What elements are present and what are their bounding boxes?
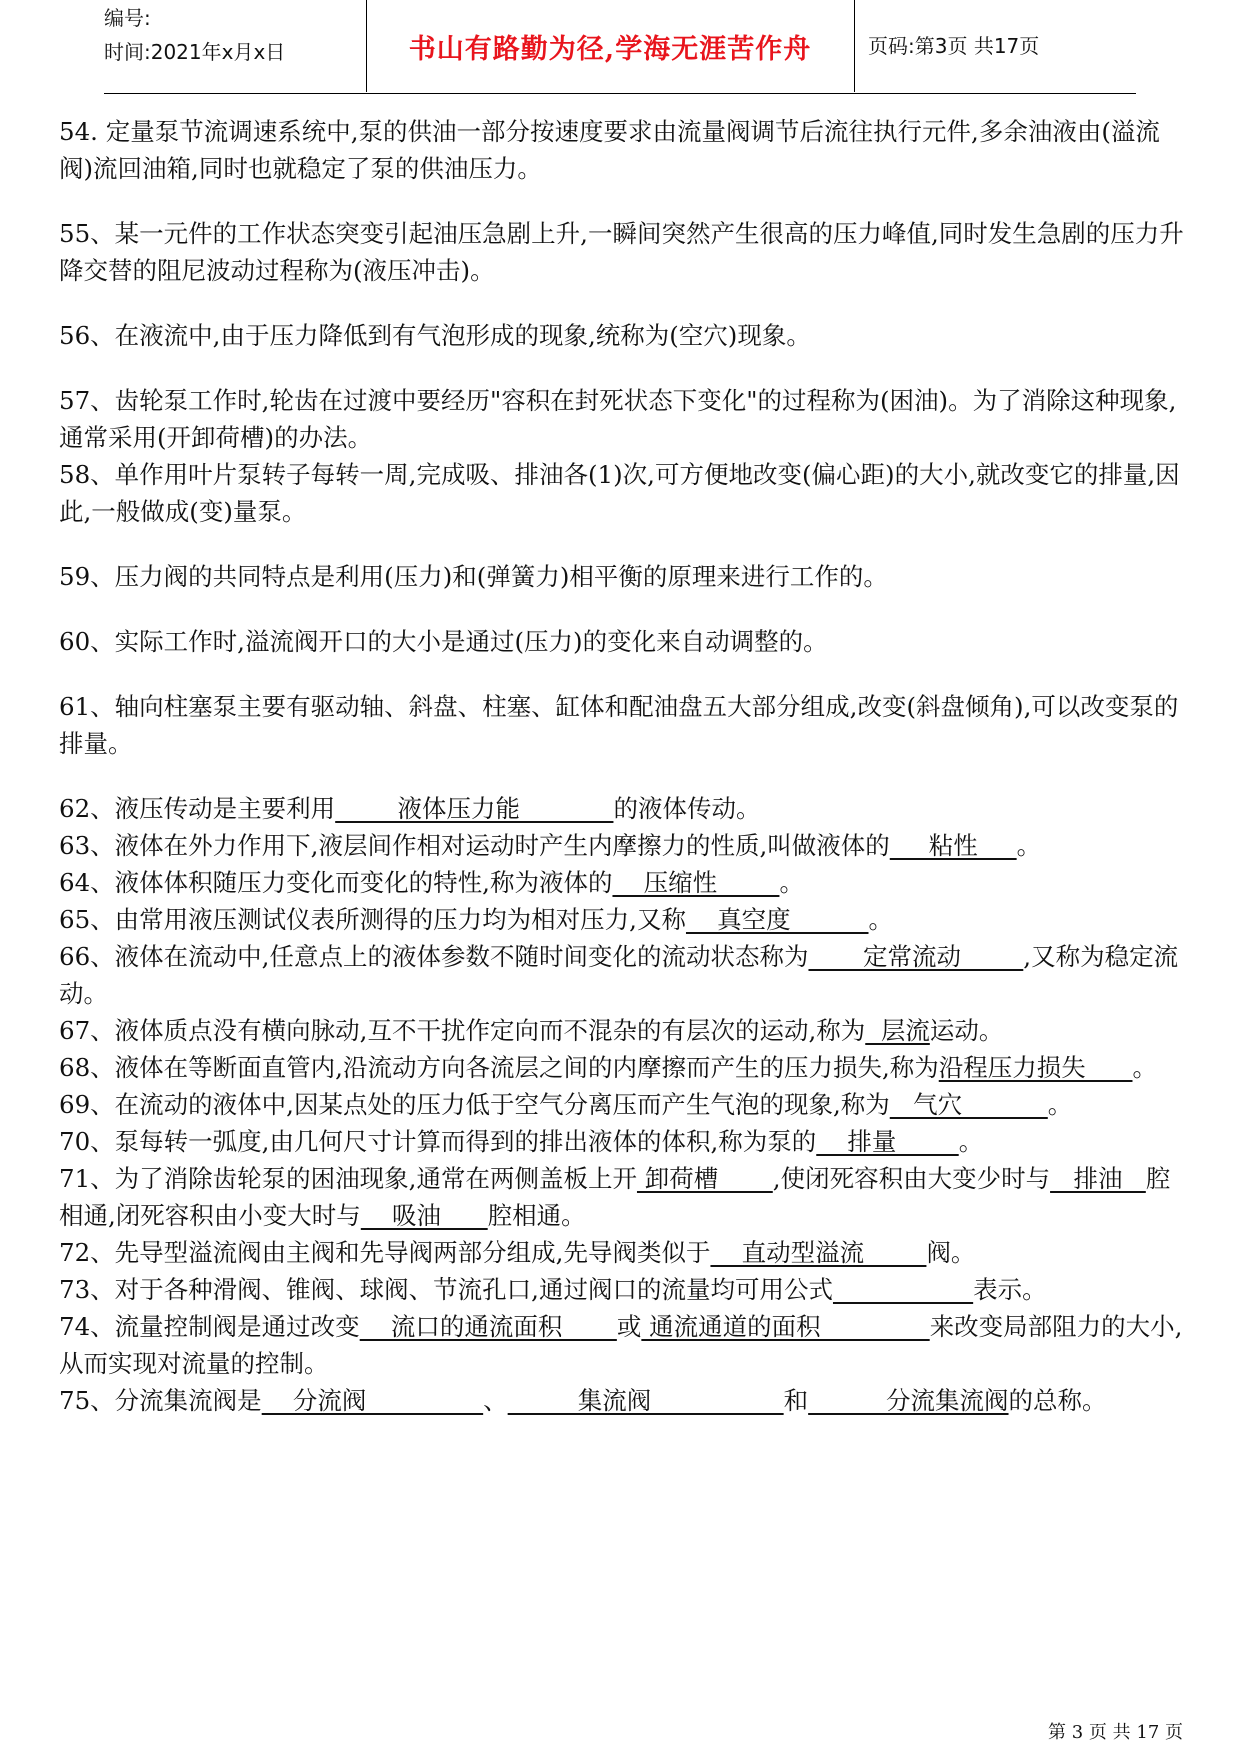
answer-blank: 定常流动 [808, 942, 1024, 971]
answer-blank: 气穴 [889, 1090, 1048, 1119]
question-text: 64、液体体积随压力变化而变化的特性,称为液体的 [59, 868, 613, 897]
question-item [59, 864, 1189, 901]
question-text: 65、由常用液压测试仪表所测得的压力均为相对压力,又称 [59, 905, 686, 934]
question-text: 。 [1132, 1053, 1157, 1082]
answer-blank: 压缩性 [612, 868, 780, 897]
question-item [59, 1160, 1189, 1234]
question-text: 70、泵每转一弧度,由几何尺寸计算而得到的排出液体的体积,称为泵的 [59, 1127, 817, 1156]
answer-blank: 分流阀 [261, 1386, 484, 1415]
question-text: 的液体传动。 [613, 794, 761, 823]
question-text: 61、轴向柱塞泵主要有驱动轴、斜盘、柱塞、缸体和配油盘五大部分组成,改变(斜盘倾角),可以改变泵的排量。 [59, 692, 1179, 758]
question-text: 或 [616, 1312, 642, 1341]
question-text: 56、在液流中,由于压力降低到有气泡形成的现象,统称为(空穴)现象。 [59, 321, 811, 350]
question-text: 腔相通。 [487, 1201, 586, 1230]
question-text: 72、先导型溢流阀由主阀和先导阀两部分组成,先导阀类似于 [59, 1238, 711, 1267]
answer-blank [833, 1275, 973, 1304]
question-text: 59、压力阀的共同特点是利用(压力)和(弹簧力)相平衡的原理来进行工作的。 [59, 562, 888, 591]
question-list [59, 113, 1189, 1419]
question-text: 60、实际工作时,溢流阀开口的大小是通过(压力)的变化来自动调整的。 [59, 627, 828, 656]
question-item [59, 1382, 1189, 1419]
serial-label: 编号: [104, 6, 151, 30]
question-text: 74、流量控制阀是通过改变 [59, 1312, 360, 1341]
question-text: 63、液体在外力作用下,液层间作相对运动时产生内摩擦力的性质,叫做液体的 [59, 831, 890, 860]
question-text: 阀。 [926, 1238, 976, 1267]
question-text: 。 [868, 905, 893, 934]
question-text: 54. 定量泵节流调速系统中,泵的供油一部分按速度要求由流量阀调节后流往执行元件,多余油液由(溢流阀)流回油箱,同时也就稳定了泵的供油压力。 [59, 117, 1160, 183]
question-text: 运动。 [929, 1016, 1004, 1045]
header-motto-cell [366, 0, 855, 92]
question-item [59, 827, 1189, 864]
answer-blank: 分流集流阀 [808, 1386, 1009, 1415]
question-item [59, 901, 1189, 938]
question-text: 。 [958, 1127, 984, 1156]
header-info-cell [104, 0, 367, 92]
page-footer: 第 3 页 共 17 页 [1048, 1722, 1183, 1743]
question-text: 67、液体质点没有横向脉动,互不干扰作定向而不混杂的有层次的运动,称为 [59, 1016, 866, 1045]
answer-blank: 沿程压力损失 [938, 1053, 1133, 1082]
answer-blank: 集流阀 [507, 1386, 784, 1415]
question-text: 和 [783, 1386, 809, 1415]
question-item [59, 1271, 1189, 1308]
question-item [59, 938, 1189, 1012]
question-text: 58、单作用叶片泵转子每转一周,完成吸、排油各(1)次,可方便地改变(偏心距)的大小,就改变它的排量,因此,一般做成(变)量泵。 [59, 460, 1180, 526]
answer-blank: 排油 [1050, 1164, 1146, 1193]
question-text: 62、液压传动是主要利用 [59, 794, 336, 823]
question-text: 的总称。 [1008, 1386, 1107, 1415]
answer-blank: 粘性 [889, 831, 1017, 860]
page-number-label: 页码:第3页 共17页 [868, 34, 1040, 58]
question-text: 73、对于各种滑阀、锥阀、球阀、节流孔口,通过阀口的流量均可用公式 [59, 1275, 833, 1304]
answer-blank: 液体压力能 [335, 794, 614, 823]
answer-blank: 吸油 [360, 1201, 488, 1230]
question-text: 55、某一元件的工作状态突变引起油压急剧上升,一瞬间突然产生很高的压力峰值,同时发生急剧的压力升降交替的阻尼波动过程称为(液压冲击)。 [59, 219, 1184, 285]
answer-blank: 流口的通流面积 [359, 1312, 617, 1341]
question-text: 69、在流动的液体中,因某点处的压力低于空气分离压而产生气泡的现象,称为 [59, 1090, 890, 1119]
question-item [59, 1234, 1189, 1271]
question-item [59, 1086, 1189, 1123]
question-item [59, 456, 1189, 530]
answer-blank: 层流 [865, 1016, 930, 1045]
question-text: 71、为了消除齿轮泵的困油现象,通常在两侧盖板上开 [59, 1164, 637, 1193]
answer-blank: 排量 [816, 1127, 959, 1156]
time-label: 时间:2021年x月x日 [104, 40, 286, 64]
question-item [59, 113, 1189, 187]
question-text: 。 [1016, 831, 1042, 860]
question-text: 、 [483, 1386, 508, 1415]
answer-blank: 卸荷槽 [636, 1164, 773, 1193]
answer-blank: 通流通道的面积 [641, 1312, 930, 1341]
question-text: 66、液体在流动中,任意点上的液体参数不随时间变化的流动状态称为 [59, 942, 809, 971]
question-item [59, 215, 1189, 289]
question-item [59, 688, 1189, 762]
question-item [59, 1049, 1189, 1086]
question-item [59, 317, 1189, 354]
question-text: ,使闭死容积由大变少时与 [772, 1164, 1051, 1193]
question-text: 68、液体在等断面直管内,沿流动方向各流层之间的内摩擦而产生的压力损失,称为 [59, 1053, 939, 1082]
question-text: 。 [779, 868, 804, 897]
question-item [59, 1308, 1189, 1382]
question-item [59, 1123, 1189, 1160]
header-page-cell [854, 0, 1136, 92]
motto-text: 书山有路勤为径,学海无涯苦作舟 [408, 33, 812, 65]
question-text: 来改变局部阻力的大小,从而实现对流量的控制。 [59, 1312, 1183, 1378]
question-text: 75、分流集流阀是 [59, 1386, 262, 1415]
question-text: 表示。 [973, 1275, 1047, 1304]
question-item [59, 1012, 1189, 1049]
answer-blank: 真空度 [685, 905, 869, 934]
question-item [59, 382, 1189, 456]
page-header [104, 0, 1136, 94]
question-text: 。 [1047, 1090, 1073, 1119]
question-text: ,又称为稳定流动。 [59, 942, 1179, 1008]
question-item [59, 623, 1189, 660]
question-text: 57、齿轮泵工作时,轮齿在过渡中要经历"容积在封死状态下变化"的过程称为(困油)。为了消除这种现象,通常采用(开卸荷槽)的办法。 [59, 386, 1177, 452]
answer-blank: 直动型溢流 [710, 1238, 927, 1267]
question-item [59, 790, 1189, 827]
question-text: 腔相通,闭死容积由小变大时与 [59, 1164, 1171, 1230]
question-item [59, 558, 1189, 595]
